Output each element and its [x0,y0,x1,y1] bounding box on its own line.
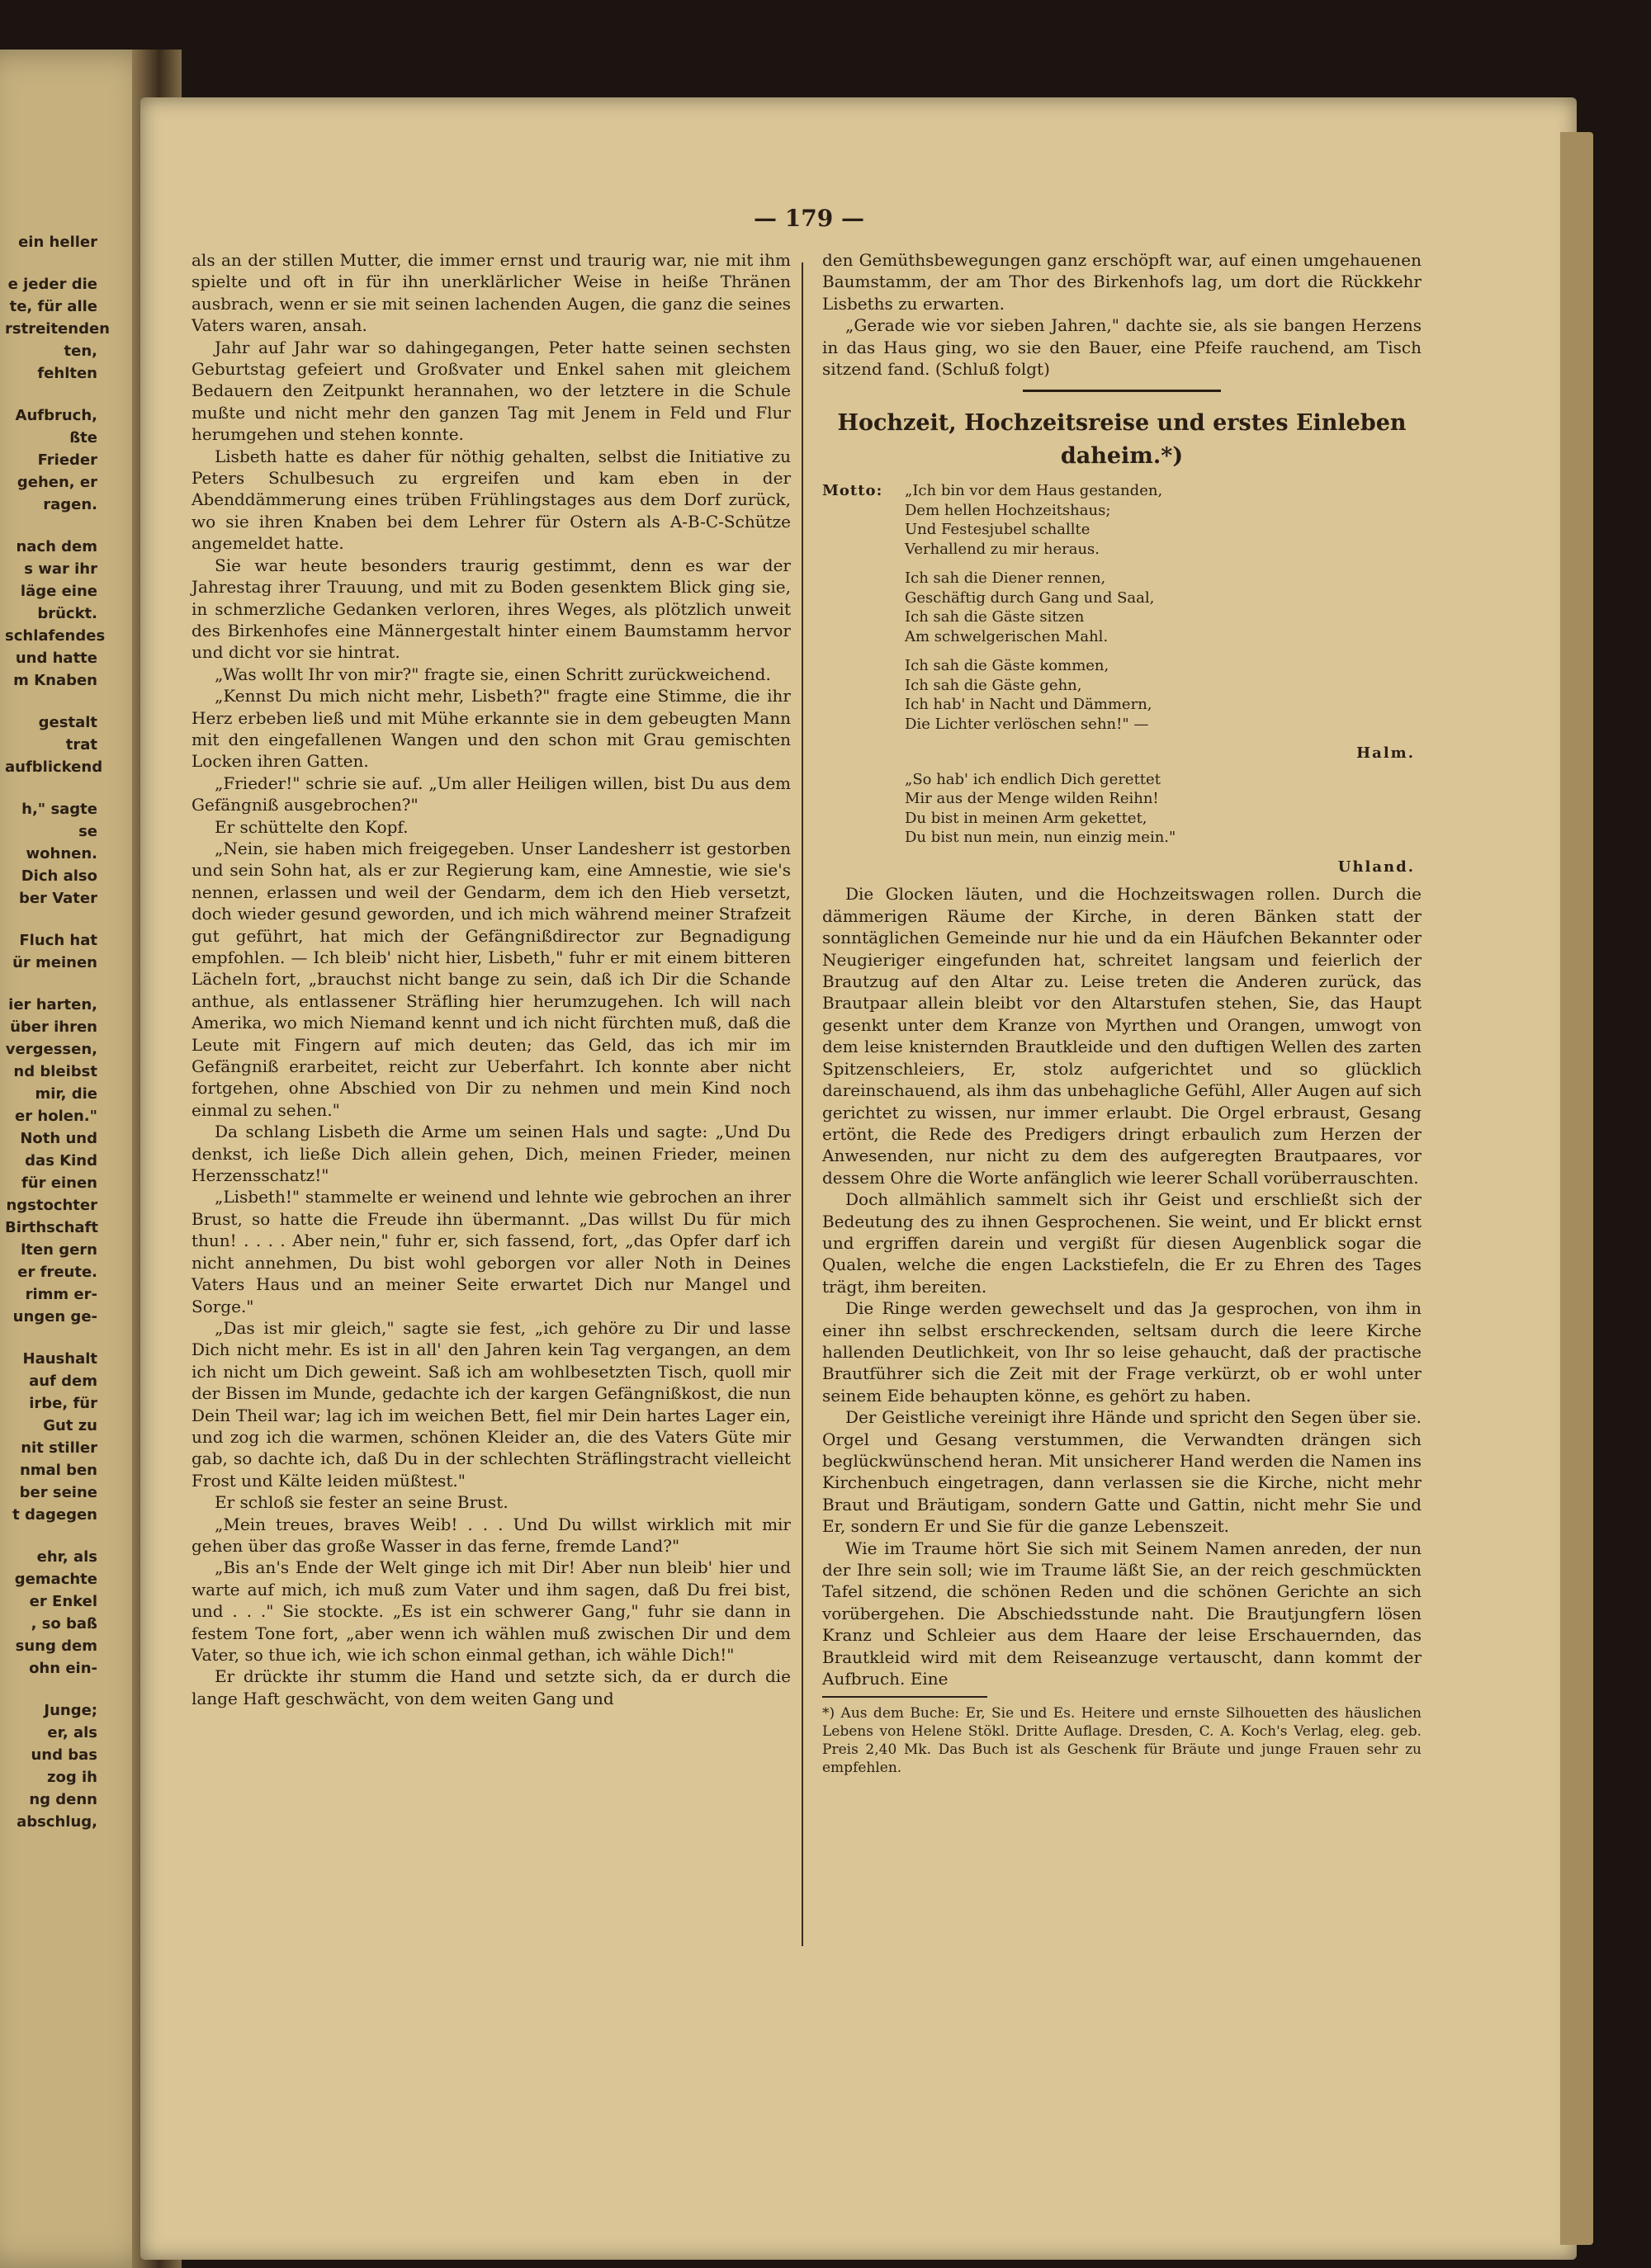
poem-line: Ich sah die Diener rennen, [905,569,1106,588]
left-page-fragment: e jeder die [7,276,97,293]
left-page-fragment: te, für alle [9,298,97,315]
left-page-fragment: s war ihr [24,560,97,578]
paragraph: Der Geistliche vereinigt ihre Hände und spricht den Segen über sie. Orgel und Gesang verstummen, die Verwandten drängen sich beglückwünschend heran. Mit unsicherer Hand werden die Namen ins Kirchenbuch eingetragen, dann verlassen sie die Kirche, nicht mehr Braut und Bräutigam, sondern Gatte und Gattin, nicht mehr Sie und Er, sondern Er und Sie für die ganze Lebenszeit. [822,1407,1422,1537]
left-page-fragment: Noth und [20,1130,97,1147]
left-page-fragment: ein heller [18,234,97,251]
motto-stanza-uhland [905,770,1422,848]
left-page-fragment: Birthschaft [5,1219,98,1236]
paragraph: „Was wollt Ihr von mir?" fragte sie, einen Schritt zurückweichend. [215,664,771,684]
left-page-fragment: ragen. [43,496,97,513]
left-page-fragment: er, als [47,1724,97,1741]
left-page-fragment: aufblickend [5,758,103,776]
left-page-fragment: und bas [31,1746,97,1764]
paragraph: „Frieder!" schrie sie auf. „Um aller Heiligen willen, bist Du aus dem Gefängniß ausgebrochen?" [192,773,791,815]
poem-line: Ich sah die Gäste gehn, [905,676,1082,694]
left-page-fragment: ehr, als [36,1548,97,1566]
left-page-fragment: sung dem [15,1637,97,1655]
left-page-fragment: se wohnen. [26,823,97,862]
left-page-fragment: vergessen, [5,1041,97,1058]
left-page-fragment: ng denn [29,1791,97,1808]
left-page-fragment: Junge; [44,1702,97,1719]
paragraph: „Bis an's Ende der Welt ginge ich mit Dir! Aber nun bleib' hier und warte auf mich, ich muß zum Vater und ihm sagen, daß Du frei bist, und . . ." Sie stockte. „Es ist ein schwerer Gang," fuhr sie dann in festem Tone fort, „aber wenn ich wählen muß zwischen Dir und dem Vater, so thue ich, wie ich schon einmal gethan, ich wähle Dich!" [192,1557,791,1665]
left-page-text-fragments [5,231,110,1833]
poem-line: „So hab' ich endlich Dich gerettet [905,770,1161,788]
left-page-fragment [5,253,97,273]
section-rule [1023,390,1221,392]
left-page-fragment: mir, die [35,1085,97,1103]
paragraph: als an der stillen Mutter, die immer ernst und traurig war, nie mit ihm spielte und oft in für ihn unerklärlicher Weise in heiße Thränen ausbrach, wenn er sie mit seinen lachenden Augen, die ganz die seines Vaters waren, ansah. [192,250,791,336]
poem-line: Dem hellen Hochzeitshaus; [905,501,1111,519]
left-page-fragment [5,516,97,536]
left-page-fragment: ten, fehlten [37,343,97,382]
paragraph: den Gemüthsbewegungen ganz erschöpft war, auf einen umgehauenen Baumstamm, der am Thor des Birkenhofs lag, um dort die Rückkehr Lisbeths zu erwarten. [822,250,1422,314]
left-page-fragment [5,910,97,929]
left-page-fragment: Haushalt [22,1350,97,1368]
motto-attribution-uhland: Uhland. [1337,858,1415,876]
left-page-fragment: h," sagte [21,801,97,818]
motto-attribution-halm: Halm. [1356,744,1415,763]
page-edge [1560,132,1593,2245]
story-ending [822,249,1422,380]
paragraph: Wie im Traume hört Sie sich mit Seinem Namen anreden, der nun der Ihre sein soll; wie im Traume läßt Sie, an der reich geschmückten Tafel sitzend, die schönen Reden und die schönen Gerichte an sich vorübergehen. Die Abschiedsstunde naht. Die Brautjungfern lösen Kranz und Schleier aus dem Haare der leise Erschauernden, das Brautkleid wird mit dem Reiseanzuge vertauscht, dann kommt der Aufbruch. Eine [822,1538,1422,1689]
left-page-fragment [5,974,97,994]
left-page-fragment: , so baß [31,1615,97,1632]
left-page-fragment: Dich also [21,867,97,885]
left-page-fragment: und hatte [15,650,97,667]
paragraph: Er schüttelte den Kopf. [215,816,409,837]
article-heading: Hochzeit, Hochzeitsreise und erstes Einleben daheim.*) [837,410,1407,470]
left-page-fragment: über ihren [10,1018,97,1036]
left-page-fragment: t dagegen [12,1506,97,1524]
left-page-fragment: nmal ben [19,1462,97,1479]
poem-line: Du bist in meinen Arm gekettet, [905,809,1147,827]
poem-line: Die Lichter verlöschen sehn!" — [905,715,1149,733]
left-page-fragment: ür meinen [12,954,97,971]
text-column-right [822,249,1422,1777]
paragraph: Doch allmählich sammelt sich ihr Geist und erschließt sich der Bedeutung des zu ihnen Gesprochenen. Sie weint, und Er blickt ernst und ergriffen darein und vergißt für diesen Augenblick sogar die Qualen, welche die engen Lackstiefeln, die Er zu Ehren des Tages trägt, ihm bereiten. [822,1189,1422,1297]
motto-block [822,481,1422,883]
left-page-fragment: läge eine [20,583,97,600]
left-page-fragment [5,1680,97,1699]
left-page-fragment: abschlug, [17,1813,97,1831]
paragraph: Er schloß sie fester an seine Brust. [215,1492,509,1513]
left-page-fragment: ßte Frieder [37,429,97,469]
left-page-fragment: zog ih [47,1769,97,1786]
motto-stanza [905,569,1422,646]
left-page-fragment: ngstochter [6,1197,97,1214]
paragraph: Jahr auf Jahr war so dahingegangen, Peter hatte seinen sechsten Geburtstag gefeiert und Großvater und Enkel sahen mit gleichem Bedauern den Zeitpunkt herannahen, wo der letztere in die Schule mußte und nicht mehr den ganzen Tag mit Jenem in Feld und Flur herumgehen und stehen konnte. [192,337,791,445]
paragraph: „Nein, sie haben mich freigegeben. Unser Landesherr ist gestorben und sein Sohn hat, als er zur Regierung kam, eine Amnestie, wie sie's nennen, erlassen und weil der Gendarm, dem ich den Hieb versetzt, doch wieder gesund geworden, und ich mich während meiner Strafzeit gut geführt, hat mich der Gefängnißdirector zur Begnadigung empfohlen. — Ich bleib' nicht hier, Lisbeth," fuhr er mit einem bitteren Lächeln fort, „brauchst nicht bange zu sein, daß ich Dir die Schande anthue, als entlassener Sträfling hier herumzugehen. Ich will nach Amerika, wo mich Niemand kennt und ich nicht fürchten muß, daß die Leute mit Fingern auf mich deuten; das Geld, das ich mir im Gefängniß erarbeitet, reicht zur Ueberfahrt. Ich konnte aber nicht fortgehen, ohne Abschied von Dir zu nehmen und mein Kind noch einmal zu sehen." [192,838,791,1120]
left-page-fragment: schlafendes [5,627,106,645]
left-page-fragment: rimm er- [25,1286,97,1303]
poem-line: Und Festesjubel schallte [905,521,1090,539]
left-page-fragment: ier harten, [8,996,97,1014]
motto-stanza [905,481,1422,559]
paragraph: „Das ist mir gleich," sagte sie fest, „ich gehöre zu Dir und lasse Dich nicht mehr. Es ist in all' den Jahren kein Tag vergangen, an dem ich nicht um Dich geweint. Saß ich am wohlbesetzten Tisch, quoll mir der Bissen im Munde, gedachte ich der kargen Gefängnißkost, die nun Dein Theil war; lag ich im weichen Bett, fiel mir Dein hartes Lager ein, und zog ich die warmen, schönen Kleider an, die des Vaters Güte mir gab, so dachte ich, daß Du in der schlechten Sträflingstracht vielleicht Frost und Kälte leiden müßtest." [192,1317,791,1491]
left-page-fragment [5,1328,97,1348]
paragraph: „Lisbeth!" stammelte er weinend und lehnte wie gebrochen an ihrer Brust, so hatte die Freude ihn übermannt. „Das willst Du für mich thun! . . . . Aber nein," fuhr er, sich fassend, fort, „das Opfer darf ich nicht annehmen, Du bist wohl geborgen vor aller Noth in Deines Vaters Haus und an meiner Seite erwartet Dich nur Mangel und Sorge." [192,1187,791,1316]
motto-stanza [905,656,1422,734]
left-page-fragment: rstreitenden [5,320,110,338]
paragraph: „Kennst Du mich nicht mehr, Lisbeth?" fragte eine Stimme, die ihr Herz erbeben ließ und mit Mühe erkannte sie in dem gebeugten Mann mit den eingefallenen Wangen und den schon mit Grau gemischten Locken ihren Gatten. [192,686,791,772]
paragraph: Sie war heute besonders traurig gestimmt, denn es war der Jahrestag ihrer Trauung, und mit zu Boden gesenktem Blick ging sie, in schmerzliche Gedanken verloren, ihres Weges, als plötzlich unweit des Birkenhofes eine Männergestalt hinter einem Baumstamm hervor und dicht vor sie hintrat. [192,555,791,663]
paragraph: Er drückte ihr stumm die Hand und setzte sich, da er durch die lange Haft geschwächt, von dem weiten Gang und [192,1666,791,1708]
poem-line: Am schwelgerischen Mahl. [905,627,1109,645]
paragraph: Da schlang Lisbeth die Arme um seinen Hals und sagte: „Und Du denkst, ich ließe Dich allein gehen, Dich, meinen Frieder, meinen Herzensschatz!" [192,1122,791,1186]
page-number: — 179 — [754,205,864,232]
footnote-rule [822,1696,987,1698]
left-page-fragment: m Knaben [13,672,97,689]
poem-line: Verhallend zu mir heraus. [905,540,1100,558]
poem-line: Ich hab' in Nacht und Dämmern, [905,696,1152,714]
paragraph: Die Ringe werden gewechselt und das Ja gesprochen, von ihm in einer ihn selbst erschreckenden, seltsam durch die leere Kirche hallenden Deutlichkeit, von Ihr so leise gehaucht, daß der practische Brautführer sich die Zeit mit der Frage verkürzt, ob er wohl unter seinem Eide behaupten könne, es gehört zu haben. [822,1298,1422,1406]
footnote: *) Aus dem Buche: Er, Sie und Es. Heitere und ernste Silhouetten des häuslichen Lebens von Helene Stökl. Dritte Auflage. Dresden, C. A. Koch's Verlag, eleg. geb. Preis 2,40 Mk. Das Buch ist als Geschenk für Bräute und junge Frauen sehr zu empfehlen. [822,1705,1422,1777]
left-page-fragment: Aufbruch, [15,407,97,424]
poem-line: Geschäftig durch Gang und Saal, [905,588,1155,607]
column-divider [802,262,803,1946]
left-page-fragment: ungen ge- [12,1308,97,1325]
motto-poem [905,481,1422,883]
paragraph: „Mein treues, braves Weib! . . . Und Du willst wirklich mit mir gehen über das große Wasser in das ferne, fremde Land?" [192,1514,791,1556]
left-page-fragment: gestalt trat [38,714,97,754]
left-page-fragment: er Enkel [29,1593,97,1610]
left-page-fragment: Gut zu [43,1417,97,1434]
article-body [822,883,1422,1689]
left-page-fragment: er freute. [17,1264,97,1281]
left-page-fragment: auf dem [29,1373,97,1390]
paragraph: „Gerade wie vor sieben Jahren," dachte sie, als sie bangen Herzens in das Haus ging, wo sie den Bauer, eine Pfeife rauchend, am Tisch sitzend fand. (Schluß folgt) [822,315,1422,380]
poem-line: Du bist nun mein, nun einzig mein." [905,829,1176,847]
left-page-fragment: für einen [21,1174,97,1192]
left-page-fragment: nit stiller [21,1439,97,1457]
left-page-fragment: gehen, er [17,474,97,491]
left-page-fragment: ber seine [19,1484,97,1501]
left-page-fragment: gemachte [14,1571,97,1588]
poem-line: Ich sah die Gäste kommen, [905,657,1109,675]
poem-line: Mir aus der Menge wilden Reihn! [905,790,1159,808]
paragraph: Die Glocken läuten, und die Hochzeitswagen rollen. Durch die dämmerigen Räume der Kirche, in deren Bänken statt der sonntäglichen Gemeinde nur hie und da ein Häufchen Bekannter oder Neugieriger eingefunden hat, schreitet langsam und feierlich der Brautzug auf den Altar zu. Leise treten die Anderen zurück, das Brautpaar allein bleibt vor den Altarstufen stehen, Sie, das Haupt gesenkt unter dem Kranze von Myrthen und Orangen, umwogt von dem leise knisternden Brautkleide und den duftigen Wellen des zarten Spitzenschleiers, Er, stolz aufgerichtet und so glücklich dareinschauend, als ihm das unbehagliche Gefühl, Aller Augen auf sich gerichtet zu wissen, nur immer erlaubt. Die Orgel erbraust, Gesang ertönt, die Rede des Predigers dringt erbaulich zum Herzen der Anwesenden, nur nicht zu dem des aufgeregten Brautpaares, vor dessem Ohre die Worte anfänglich wie leerer Schall vorüberrauschten. [822,884,1422,1188]
left-page-fragment: ohn ein- [29,1660,97,1677]
left-page-fragment: Fluch hat [19,932,97,949]
left-page-fragment: das Kind [25,1152,97,1169]
left-page-fragment: irbe, für [29,1395,97,1412]
left-page-fragment: nach dem [16,538,97,555]
motto-label: Motto: [822,482,883,500]
left-page-fragment: ber Vater [18,890,97,907]
left-page-fragment [5,385,97,404]
left-page-fragment: lten gern [21,1241,97,1259]
paragraph: Lisbeth hatte es daher für nöthig gehalten, selbst die Initiative zu Peters Schulbesuch zu ergreifen und kam eben in der Abenddämmerung eines trüben Frühlingstages aus dem Dorf zurück, wo sie ihren Knaben bei dem Lehrer für Ostern als A-B-C-Schütze angemeldet hatte. [192,446,791,554]
left-page-fragment [5,778,97,798]
left-page-fragment: er holen." [15,1108,97,1125]
left-page-fragment: nd bleibst [13,1063,97,1080]
left-page-fragment [5,692,97,711]
motto-stanzas [905,481,1422,734]
left-page-fragment [5,1526,97,1546]
poem-line: Ich sah die Gäste sitzen [905,608,1085,626]
poem-line: „Ich bin vor dem Haus gestanden, [905,482,1163,500]
left-page-fragment: brückt. [37,605,97,622]
text-column-left [192,249,791,1709]
